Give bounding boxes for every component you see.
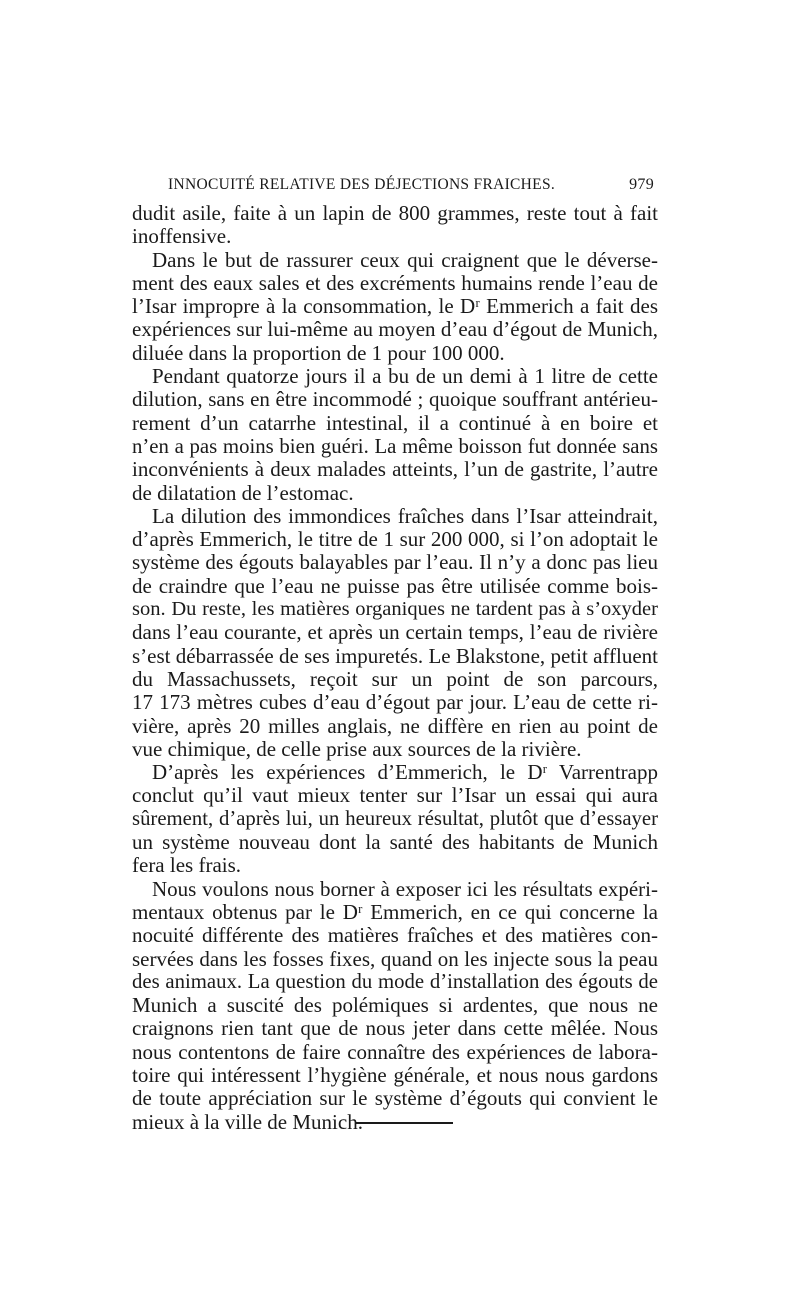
text-line: un système nouveau dont la santé des habitants de Munich [132,830,658,855]
text-line: craignons rien tant que de nous jeter dans cette mêlée. Nous [132,1016,658,1041]
text-line: sûrement, d’après lui, un heureux résultat, plutôt que d’essayer [132,807,658,830]
text-line: nous contentons de faire connaître des expériences de labora- [132,1039,658,1064]
text-line: Pendant quatorze jours il a bu de un demi à 1 litre de cette [152,364,658,389]
text-line: Dans le but de rassurer ceux qui craignent que le déverse- [152,247,658,272]
text-line: D’après les expériences d’Emmerich, le Dʳ Varrentrapp [152,760,658,785]
text-line: de dilatation de l’estomac. [132,480,354,505]
section-end-rule [355,1122,453,1124]
text-line: fera les frais. [132,853,242,878]
text-line: d’après Emmerich, le titre de 1 sur 200 000, si l’on adoptait le [132,527,658,552]
text-line: mieux à la ville de Munich. [132,1109,363,1134]
body-text [132,202,658,1134]
text-line: des animaux. La question du mode d’installation des égouts de [132,970,658,993]
text-line: rement d’un catarrhe intestinal, il a continué à en boire et [132,410,658,435]
text-line: de toute appréciation sur le système d’égouts qui convient le [132,1086,658,1111]
text-line: 17 173 mètres cubes d’eau d’égout par jour. L’eau de cette ri- [132,690,658,715]
running-header [168,176,654,194]
text-line: Nous voulons nous borner à exposer ici les résultats expéri- [152,876,658,901]
text-line: Munich a suscité des polémiques si ardentes, que nous ne [132,993,658,1018]
text-line: dans l’eau courante, et après un certain temps, l’eau de rivière [132,620,658,645]
text-line: ment des eaux sales et des excréments humains rende l’eau de [132,270,658,295]
text-line: s’est débarrassée de ses impuretés. Le Blakstone, petit affluent [132,643,658,668]
text-line: vue chimique, de celle prise aux sources de la rivière. [132,736,582,761]
text-line: l’Isar impropre à la consommation, le Dʳ Emmerich a fait des [132,294,658,319]
text-line: expériences sur lui-même au moyen d’eau d’égout de Munich, [132,317,658,342]
running-title: INNOCUITÉ RELATIVE DES DÉJECTIONS FRAICHES. [168,176,556,193]
text-line: de craindre que l’eau ne puisse pas être utilisée comme bois- [132,573,658,598]
text-line: La dilution des immondices fraîches dans l’Isar atteindrait, [152,503,658,528]
text-line: mentaux obtenus par le Dʳ Emmerich, en ce qui concerne la [132,899,658,924]
text-line: toire qui intéressent l’hygiène générale, et nous nous gardons [132,1062,658,1087]
text-line: diluée dans la proportion de 1 pour 100 000. [132,340,505,365]
text-line: système des égouts balayables par l’eau. Il n’y a donc pas lieu [132,550,658,575]
text-line: dilution, sans en être incommodé ; quoique souffrant antérieu- [132,387,658,412]
text-line: nocuité différente des matières fraîches et des matières con- [132,923,658,948]
text-line: inoffensive. [132,224,232,249]
text-line: son. Du reste, les matières organiques ne tardent pas à s’oxyder [132,598,658,621]
text-line: vière, après 20 milles anglais, ne diffère en rien au point de [132,713,658,738]
page-number: 979 [629,176,654,193]
text-line: inconvénients à deux malades atteints, l’un de gastrite, l’autre [132,457,658,482]
text-line: conclut qu’il vaut mieux tenter sur l’Isar un essai qui aura [132,783,658,808]
text-line: n’en a pas moins bien guéri. La même boisson fut donnée sans [132,434,658,458]
text-line: du Massachussets, reçoit sur un point de son parcours, [132,666,658,691]
text-line: servées dans les fosses fixes, quand on les injecte sous la peau [132,946,658,971]
text-line: dudit asile, faite à un lapin de 800 grammes, reste tout à fait [132,201,658,225]
